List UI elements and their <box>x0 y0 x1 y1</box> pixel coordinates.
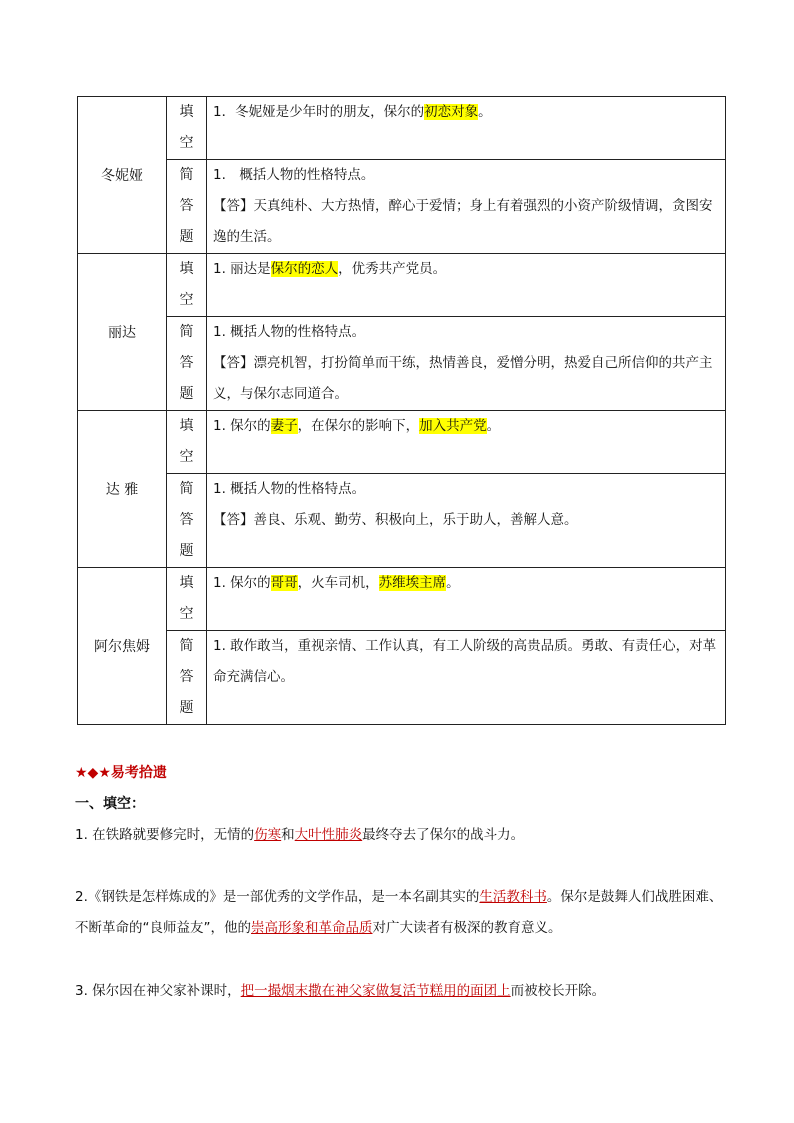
short-answer-content: 1. 概括人物的性格特点。 【答】天真纯朴、大方热情，醉心于爱情；身上有着强烈的小资产阶级情调，贪图安逸的生活。 <box>207 160 726 254</box>
table-row <box>78 160 726 254</box>
question-3: 3. 保尔因在神父家补课时，把一撮烟末撒在神父家做复活节糕用的面团上而被校长开除。 <box>75 983 606 999</box>
question-2: 2.《钢铁是怎样炼成的》是一部优秀的文学作品，是一本名副其实的生活教科书。保尔是鼓舞人们战胜困难、不断革命的“良师益友”，他的崇高形象和革命品质对广大读者有极深的教育意义。 <box>75 889 723 936</box>
question-type-fill: 填 空 <box>167 254 207 317</box>
question-type-short: 简 答 题 <box>167 317 207 411</box>
answer-text: 生活教科书 <box>479 889 547 905</box>
answer-text: 把一撮烟末撒在神父家做复活节糕用的面团上 <box>240 983 511 999</box>
short-answer-content: 1. 概括人物的性格特点。 【答】善良、乐观、勤劳、积极向上，乐于助人，善解人意。 <box>207 474 726 568</box>
question-type-fill: 填 空 <box>167 411 207 474</box>
character-name: 丽达 <box>78 254 167 411</box>
table-row <box>78 254 726 317</box>
question-type-fill: 填 空 <box>167 568 207 631</box>
highlighted-answer: 苏维埃主席 <box>378 575 447 591</box>
highlighted-answer: 哥哥 <box>270 575 298 591</box>
table-row <box>78 631 726 725</box>
table-row <box>78 474 726 568</box>
highlighted-answer: 加入共产党 <box>419 418 487 434</box>
table-row <box>78 568 726 631</box>
fill-content: 1. 丽达是保尔的恋人，优秀共产党员。 <box>207 254 726 317</box>
short-answer-content: 1. 概括人物的性格特点。 【答】漂亮机智，打扮简单而干练，热情善良，爱憎分明，热爱自己所信仰的共产主义，与保尔志同道合。 <box>207 317 726 411</box>
question-type-fill: 填 空 <box>167 97 207 160</box>
character-name: 阿尔焦姆 <box>78 568 167 725</box>
fill-content: 1．冬妮娅是少年时的朋友，保尔的初恋对象。 <box>207 97 726 160</box>
table-row <box>78 317 726 411</box>
answer-text: 崇高形象和革命品质 <box>251 920 373 936</box>
question-1: 1. 在铁路就要修完时，无情的伤寒和大叶性肺炎最终夺去了保尔的战斗力。 <box>75 827 525 843</box>
section-subtitle: 一、填空： <box>75 796 145 812</box>
short-answer-content: 1. 敢作敢当，重视亲情、工作认真，有工人阶级的高贵品质。勇敢、有责任心，对革命充满信心。 <box>207 631 726 725</box>
character-name: 冬妮娅 <box>78 97 167 254</box>
question-type-short: 简 答 题 <box>167 631 207 725</box>
fill-content: 1. 保尔的妻子，在保尔的影响下，加入共产党。 <box>207 411 726 474</box>
highlighted-answer: 妻子 <box>270 418 298 434</box>
fill-content: 1. 保尔的哥哥，火车司机，苏维埃主席。 <box>207 568 726 631</box>
table-row <box>78 411 726 474</box>
highlighted-answer: 保尔的恋人 <box>270 261 339 277</box>
section-title: ★◆★易考拾遗 <box>75 765 167 781</box>
question-type-short: 简 答 题 <box>167 160 207 254</box>
table-row <box>78 97 726 160</box>
answer-text: 伤寒 <box>254 827 282 843</box>
character-name: 达 雅 <box>78 411 167 568</box>
character-table <box>77 96 726 725</box>
question-type-short: 简 答 题 <box>167 474 207 568</box>
answer-text: 大叶性肺炎 <box>294 827 363 843</box>
highlighted-answer: 初恋对象 <box>424 104 479 120</box>
